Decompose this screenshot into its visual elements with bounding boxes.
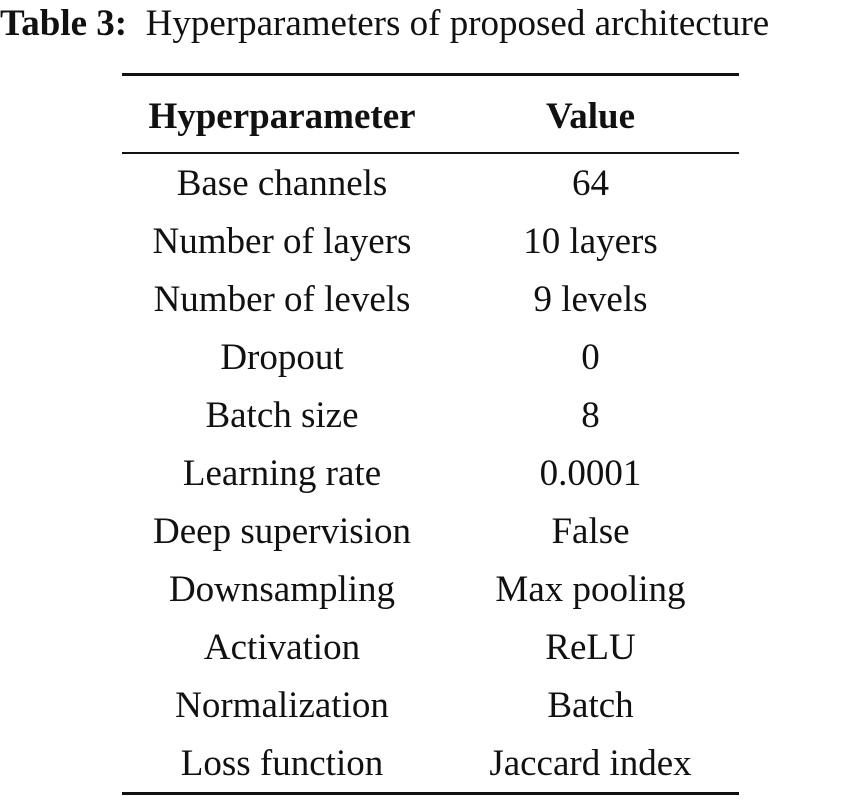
- table-caption: [0, 2, 859, 46]
- cell-value: 64: [572, 162, 609, 204]
- header-value: Value: [545, 95, 636, 137]
- cell-value: ReLU: [545, 626, 636, 668]
- table-row: [122, 502, 739, 560]
- cell-hyperparameter: Learning rate: [182, 452, 382, 494]
- hyperparameter-table: [122, 73, 739, 795]
- cell-hyperparameter: Normalization: [175, 684, 389, 726]
- cell-hyperparameter: Batch size: [205, 394, 359, 436]
- caption-text: Hyperparameters of proposed architecture: [145, 3, 770, 44]
- cell-hyperparameter: Deep supervision: [153, 510, 411, 552]
- table-row: [122, 618, 739, 676]
- cell-hyperparameter: Activation: [203, 626, 361, 668]
- table-row: [122, 734, 739, 794]
- table-row: [122, 560, 739, 618]
- table-row: [122, 328, 739, 386]
- cell-value: Jaccard index: [489, 742, 692, 784]
- cell-value: 10 layers: [523, 220, 658, 262]
- header-row: [122, 75, 739, 154]
- cell-value: Max pooling: [495, 568, 686, 610]
- table-row: [122, 212, 739, 270]
- table-row: [122, 153, 739, 212]
- table-header: [122, 75, 739, 154]
- cell-value: 8: [581, 394, 600, 436]
- cell-hyperparameter: Loss function: [180, 742, 384, 784]
- cell-hyperparameter: Number of levels: [153, 278, 411, 320]
- header-hyperparameter: Hyperparameter: [148, 95, 416, 137]
- table-row: [122, 386, 739, 444]
- caption-label: Table 3:: [0, 3, 128, 44]
- cell-hyperparameter: Base channels: [176, 162, 388, 204]
- table-row: [122, 444, 739, 502]
- cell-value: 9 levels: [533, 278, 648, 320]
- table-row: [122, 676, 739, 734]
- cell-hyperparameter: Number of layers: [152, 220, 412, 262]
- cell-value: 0.0001: [539, 452, 642, 494]
- cell-value: 0: [581, 336, 600, 378]
- table-row: [122, 270, 739, 328]
- cell-value: False: [551, 510, 630, 552]
- cell-hyperparameter: Downsampling: [168, 568, 396, 610]
- cell-value: Batch: [547, 684, 634, 726]
- hyperparameter-table-container: [122, 73, 739, 795]
- cell-hyperparameter: Dropout: [220, 336, 344, 378]
- table-body: [122, 153, 739, 794]
